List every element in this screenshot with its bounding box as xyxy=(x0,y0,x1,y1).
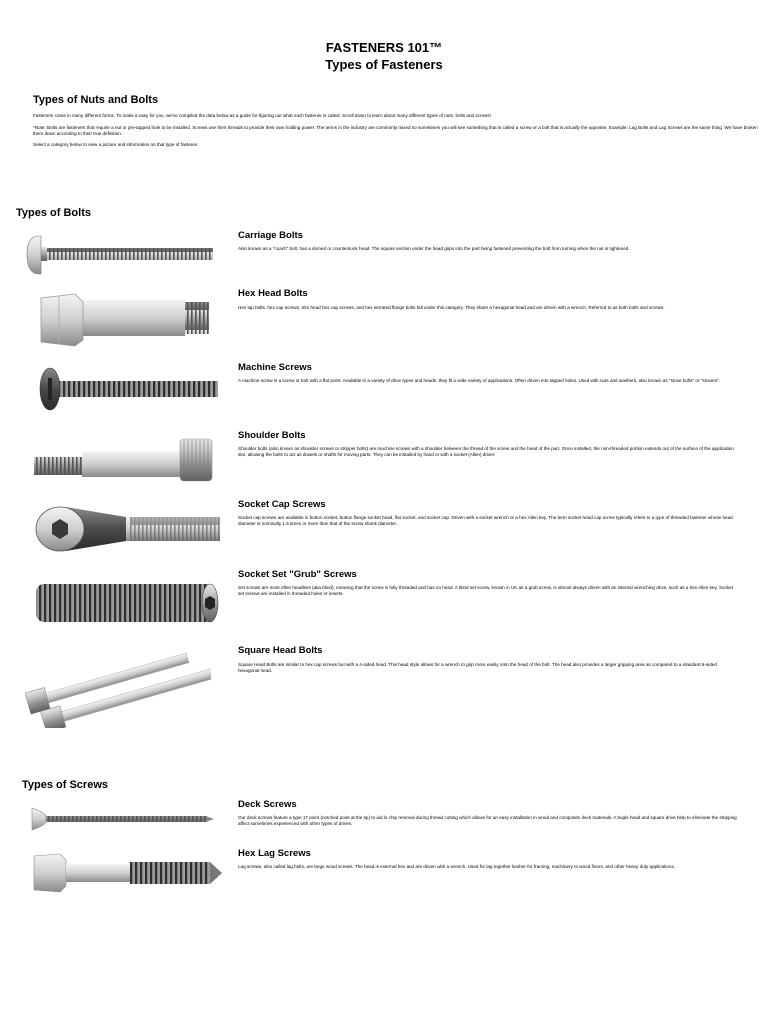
carriage-bolts-description: Also known as a "coach" bolt, has a domed or countersunk head. The square section under the head grips into the part being fastened preventing the bolt from turning when the nut is tightened. xyxy=(238,246,630,251)
select-category-paragraph: Select a category below to view a picture and information on that type of fastener. xyxy=(33,142,199,147)
machine-screws-description: A machine screw is a screw or bolt with a flat point. Available in a variety of drive types and heads, they fit a wide variety of applications. Often driven into tapped holes. Used with nuts and washers, also known as "stove bolts" or "stovers". xyxy=(238,378,721,383)
square-head-bolts-title: Square Head Bolts xyxy=(238,645,323,656)
hex-head-bolts-description: Hex tap bolts, hex cap screws, trim head hex cap screws, and hex serrated flange bolts fall under this category. They share a hexagonal head and are driven with a wrench. Referred to as both bolts and screws. xyxy=(238,305,665,310)
bolts-section-heading: Types of Bolts xyxy=(16,207,91,219)
hex-head-bolts-title: Hex Head Bolts xyxy=(238,288,308,299)
hex-lag-screws-description: Lag screws, also called lag bolts, are large wood screws. The head is external hex and are driven with a wrench. Used for lag together lumber for framing, machinery to wood floors, and other heavy duty applications. xyxy=(238,864,676,869)
socket-set-grub-screws-title: Socket Set "Grub" Screws xyxy=(238,569,357,580)
deck-screw-image xyxy=(28,804,214,834)
screws-section-heading: Types of Screws xyxy=(22,779,108,791)
page-subtitle: Types of Fasteners xyxy=(325,57,443,72)
carriage-bolts-title: Carriage Bolts xyxy=(238,230,303,241)
socket-set-grub-screw-image xyxy=(34,578,220,628)
socket-set-grub-screws-description: Set screws are most often headless (aka blind), meaning that the screw is fully threaded and has no head. A blind set screw, known in UK as a grub screw, is almost always driven with an internal wrenching drive, such as a hex Allen key. Socket set screws are installed in threaded holes or inserts. xyxy=(238,585,734,596)
hex-lag-screw-image xyxy=(30,852,224,894)
deck-screws-description: Our deck screws feature a type 17 point (notched point at the tip) to aid in chip removal during thread cutting which allows for an easy installation in wood and composite deck materials. A bugle head and square drive help to eliminate the stripping affect sometimes experienced with other types of drives. xyxy=(238,815,737,826)
intro-paragraph: Fasteners come in many different forms. To make it easy for you, we've compiled the data below as a guide for figuring out what each fastener is called. Scroll down to learn about many different types of nuts, bolts and screws! xyxy=(33,113,491,118)
hex-head-bolt-image xyxy=(35,290,215,350)
square-head-bolts-image xyxy=(25,648,211,728)
hex-lag-screws-title: Hex Lag Screws xyxy=(238,848,311,859)
shoulder-bolt-image xyxy=(32,435,214,485)
socket-cap-screw-image xyxy=(30,505,222,555)
machine-screws-title: Machine Screws xyxy=(238,362,312,373)
carriage-bolt-image xyxy=(25,232,215,278)
note-paragraph: *Note: Bolts are fasteners that require a nut or pre-tapped hole to be installed. Screws use their threads to provide their own holding power. The terms in the industry are commonly mixed so sometimes you will see something that is called a screw or a bolt that is actually the opposite. Example: Lag Bolts and Lag Screws are the same thing. We have broken them down according to their true definition. xyxy=(33,125,758,136)
socket-cap-screws-title: Socket Cap Screws xyxy=(238,499,326,510)
nuts-bolts-heading: Types of Nuts and Bolts xyxy=(33,94,159,106)
machine-screw-image xyxy=(38,366,220,414)
page-title: FASTENERS 101™ xyxy=(325,40,443,55)
shoulder-bolts-description: Shoulder bolts (also known as shoulder screws or stripper bolts) are machine screws with a shoulder between the thread of the screw and the head of the part. Once installed, the non-threaded portion extends out of the surface of the application site, allowing the bolts to act as dowels or shafts for moving parts. They can be installed by hand or with a socket (Allen) driver. xyxy=(238,446,734,457)
socket-cap-screws-description: Socket cap screws are available in button socket, button flange socket head, flat socket, and socket cap. Driven with a socket wrench or a hex Allen key. The term socket head cap screw typically refers to a type of threaded fastener whose head diameter is nominally 1.5 times or more than that of the screw shank diameter. xyxy=(238,515,733,526)
shoulder-bolts-title: Shoulder Bolts xyxy=(238,430,306,441)
square-head-bolts-description: Square Head Bolts are similar to hex cap screws but with a 4-sided head. This head style allows for a wrench to grip more easily onto the head of the bolt. The head also provides a larger gripping area as compared to a standard 6-sided hexagonal head. xyxy=(238,662,717,673)
deck-screws-title: Deck Screws xyxy=(238,799,297,810)
